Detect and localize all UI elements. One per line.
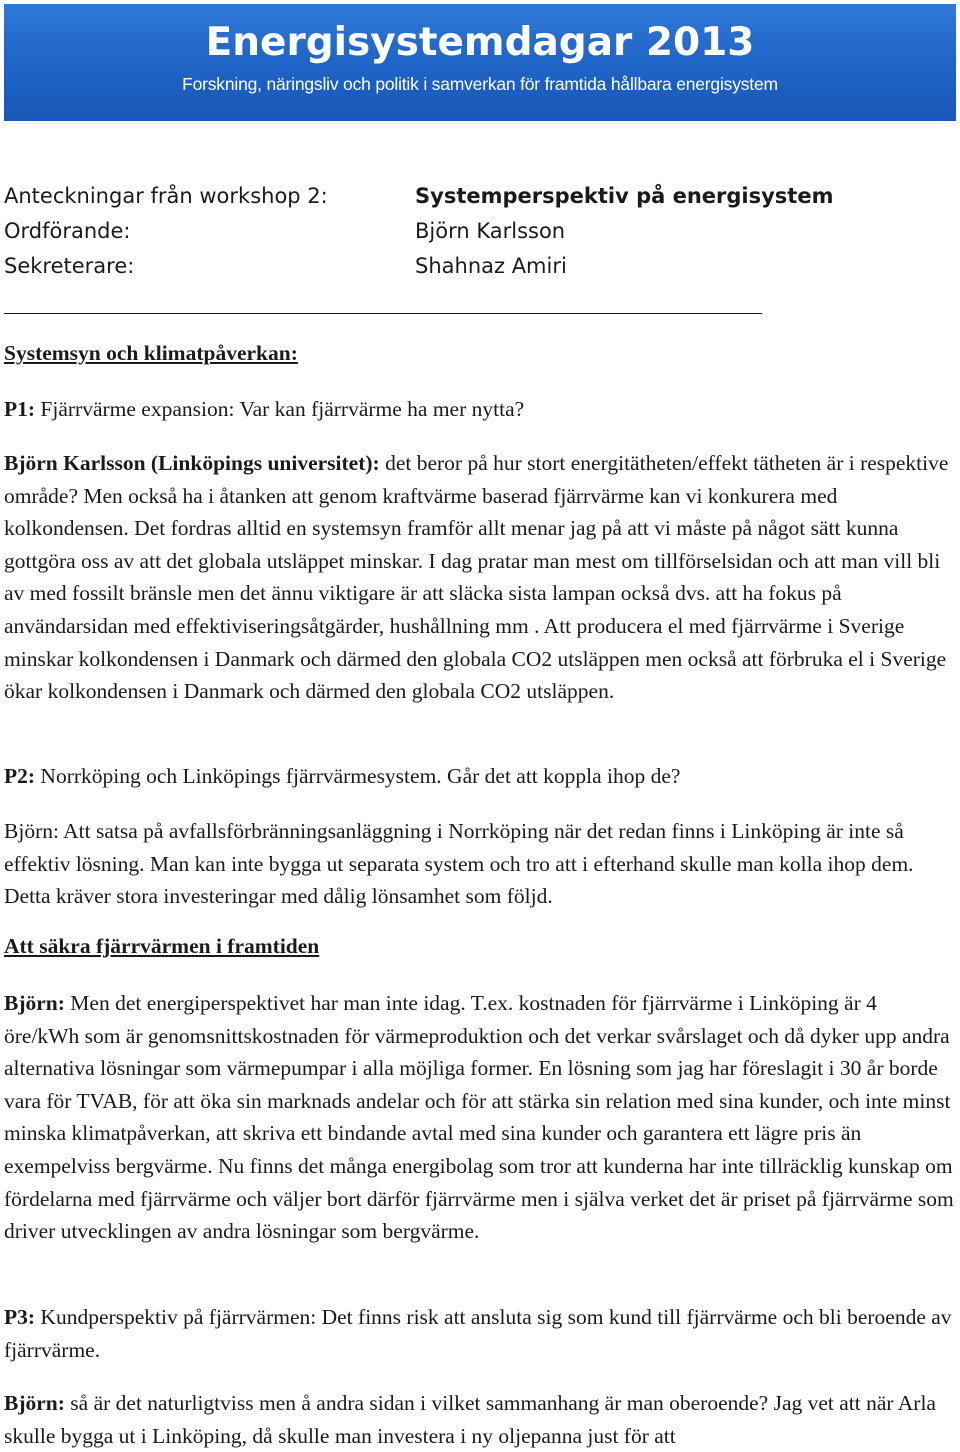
chair-label: Ordförande: <box>4 219 131 243</box>
secretary-name: Shahnaz Amiri <box>415 254 567 278</box>
answer-paragraph-1 <box>4 447 956 708</box>
question-label: P1: <box>4 397 36 421</box>
answer-paragraph-2 <box>4 815 956 913</box>
answer-text: Men det energiperspektivet har man inte idag. T.ex. kostnaden för fjärrvärme i Linköping är 4 öre/kWh som är genomsnittskostnaden för värmeproduktion och det verkar svårslaget och då dyker upp andra alternativa lösningar som värmepumpar i alla möjliga former. En lösning som jag har föreslagit i 30 år borde vara för TVAB, för att öka sin marknads andelar och för att stärka sin relation med sina kunder, och inte minst minska klimatpåverkan, att skriva ett bindande avtal med sina kunder och garantera ett lägre pris än exempelviss bergvärme. Nu finns det många energibolag som tror att kunderna har inte tillräcklig kunskap om fördelarna med fjärrvärme och väljer bort därför fjärrvärme men i själva verket det är priset på fjärrvärme som driver utvecklingen av andra lösningar som bergvärme. <box>4 991 954 1244</box>
workshop-label: Anteckningar från workshop 2: <box>4 184 328 208</box>
question-p1 <box>4 393 956 426</box>
question-label: P3: <box>4 1305 36 1329</box>
speaker-name: Björn: <box>4 1391 65 1415</box>
answer-text: det beror på hur stort energitätheten/effekt tätheten är i respektive område? Men också ha i åtanken att genom kraftvärme baserad fjärrvärme kan vi konkurera med kolkondensen. Det fordras alltid en systemsyn framför allt menar jag på att vi måste på något sätt kunna gottgöra oss av att det globala utsläppet minskar. I dag pratar man mest om tillförselsidan och att man vill bli av med fossilt bränsle men det ännu viktigare är att släcka sista lampan också dvs. att ha fokus på användarsidan med effektiviseringsåtgärder, hushållning mm . Att producera el med fjärrvärme i Sverige minskar kolkondensen i Danmark och därmed den globala CO2 utsläppen men också att förbruka el i Sverige ökar kolkondensen i Danmark och därmed den globala CO2 utsläppen. <box>4 451 949 704</box>
question-p3 <box>4 1301 956 1366</box>
speaker-name: Björn: <box>4 991 65 1015</box>
question-text: Norrköping och Linköpings fjärrvärmesystem. Går det att koppla ihop de? <box>35 764 681 788</box>
question-text: Kundperspektiv på fjärrvärmen: Det finns risk att ansluta sig som kund till fjärrvärme och bli beroende av fjärrvärme. <box>4 1305 952 1362</box>
answer-text: så är det naturligtviss men å andra sidan i vilket sammanhang är man oberoende? Jag vet att när Arla skulle bygga ut i Linköping, då skulle man investera i ny oljepanna just för att <box>4 1391 936 1448</box>
conference-banner <box>4 4 956 121</box>
speaker-name: Björn Karlsson (Linköpings universitet): <box>4 451 380 475</box>
chair-row <box>4 219 904 249</box>
question-label: P2: <box>4 764 36 788</box>
answer-paragraph-4 <box>4 1387 956 1452</box>
question-text: Fjärrvärme expansion: Var kan fjärrvärme ha mer nytta? <box>35 397 525 421</box>
section-heading-framtiden: Att säkra fjärrvärmen i framtiden <box>4 934 320 958</box>
question-p2 <box>4 760 956 793</box>
workshop-title: Systemperspektiv på energisystem <box>415 184 834 208</box>
answer-text: Björn: Att satsa på avfallsförbränningsanläggning i Norrköping när det redan finns i Linköping är inte så effektiv lösning. Man kan inte bygga ut separata system och tro att i efterhand skulle man kolla ihop dem. Detta kräver stora investeringar med dålig lönsamhet som följd. <box>4 819 914 909</box>
banner-title: Energisystemdagar 2013 <box>205 20 755 65</box>
secretary-label: Sekreterare: <box>4 254 135 278</box>
workshop-row <box>4 184 904 214</box>
banner-subtitle: Forskning, näringsliv och politik i samverkan för framtida hållbara energisystem <box>182 74 778 94</box>
secretary-row <box>4 254 904 284</box>
chair-name: Björn Karlsson <box>415 219 566 243</box>
divider-line <box>4 313 762 314</box>
answer-paragraph-3 <box>4 987 956 1248</box>
section-heading-systemsyn: Systemsyn och klimatpåverkan: <box>4 341 298 365</box>
